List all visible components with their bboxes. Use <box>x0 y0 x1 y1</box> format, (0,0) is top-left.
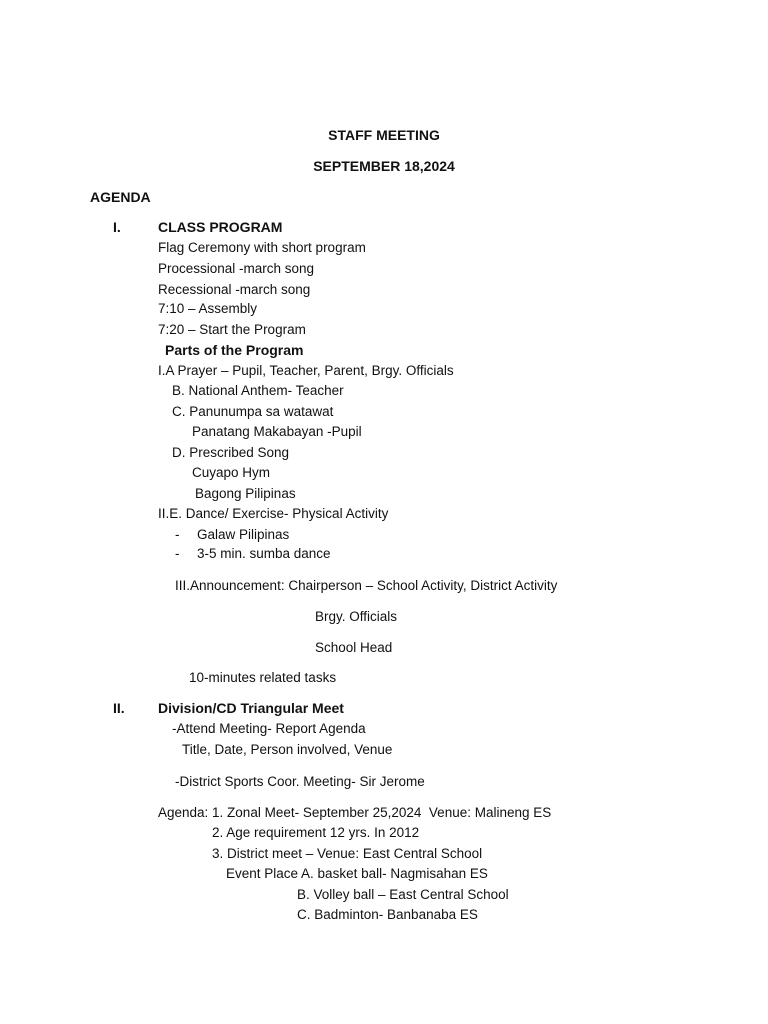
section-2-heading: Division/CD Triangular Meet <box>158 700 344 716</box>
bullet-dash: - <box>175 546 180 561</box>
part-line: Panatang Makabayan -Pupil <box>192 424 362 439</box>
agenda-line: Event Place A. basket ball- Nagmisahan ES <box>226 866 488 881</box>
part-line: B. National Anthem- Teacher <box>172 383 344 398</box>
program-line: Flag Ceremony with short program <box>158 240 366 255</box>
tasks-line: 10-minutes related tasks <box>189 670 337 685</box>
announcement-extra: School Head <box>315 640 393 655</box>
part-line: Cuyapo Hym <box>192 465 271 480</box>
agenda-line: Agenda: 1. Zonal Meet- September 25,2024 Venue: Malineng ES <box>158 805 552 820</box>
part-line: I.A Prayer – Pupil, Teacher, Parent, Brgy. Officials <box>158 363 454 378</box>
meet-line: Title, Date, Person involved, Venue <box>182 742 393 757</box>
meet-line: -Attend Meeting- Report Agenda <box>172 721 366 736</box>
bullet-item: Galaw Pilipinas <box>197 527 290 542</box>
meeting-date: SEPTEMBER 18,2024 <box>313 158 455 174</box>
part-line: D. Prescribed Song <box>172 445 290 460</box>
announcement-line: III.Announcement: Chairperson – School Activity, District Activity <box>175 578 558 593</box>
announcement-extra: Brgy. Officials <box>315 609 398 624</box>
program-line: 7:20 – Start the Program <box>158 322 306 337</box>
part-line: Bagong Pilipinas <box>195 486 296 501</box>
agenda-line: 3. District meet – Venue: East Central School <box>212 846 483 861</box>
program-line: Processional -march song <box>158 261 315 276</box>
program-line: Recessional -march song <box>158 282 311 297</box>
part-line: II.E. Dance/ Exercise- Physical Activity <box>158 506 389 521</box>
agenda-line: 2. Age requirement 12 yrs. In 2012 <box>212 825 420 840</box>
part-line: C. Panunumpa sa watawat <box>172 404 334 419</box>
agenda-line: C. Badminton- Banbanaba ES <box>297 907 478 922</box>
agenda-line: B. Volley ball – East Central School <box>297 887 509 902</box>
agenda-label: AGENDA <box>90 189 151 205</box>
meet-line: -District Sports Coor. Meeting- Sir Jerome <box>175 774 425 789</box>
document-title: STAFF MEETING <box>328 127 440 143</box>
bullet-item: 3-5 min. sumba dance <box>197 546 331 561</box>
section-1-heading: CLASS PROGRAM <box>158 219 283 235</box>
section-2-number: II. <box>113 700 125 716</box>
section-1-number: I. <box>113 219 121 235</box>
parts-heading: Parts of the Program <box>165 342 304 358</box>
program-line: 7:10 – Assembly <box>158 301 258 316</box>
bullet-dash: - <box>175 527 180 542</box>
